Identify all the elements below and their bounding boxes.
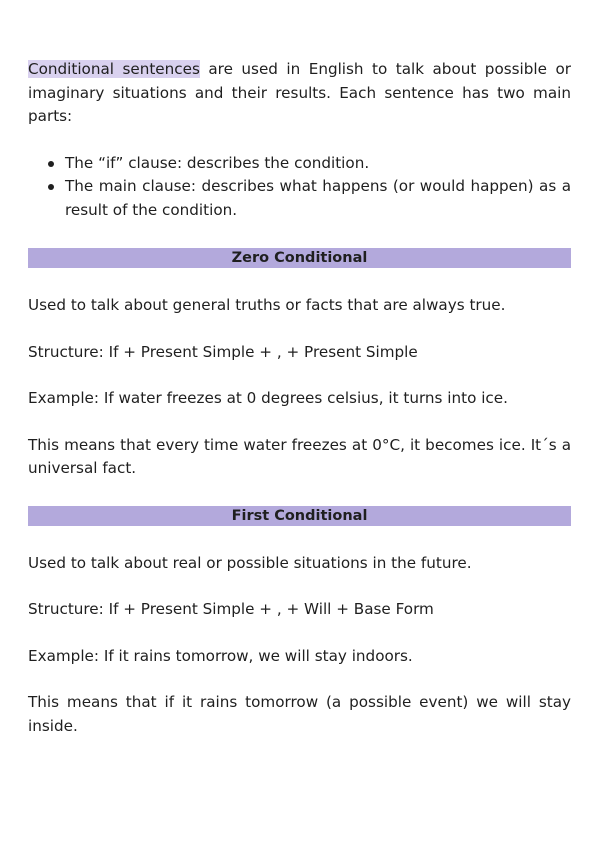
definition-paragraph: Used to talk about real or possible situations in the future. [28,553,472,572]
structure-paragraph: Structure: If + Present Simple + , + Present Simple [28,342,418,361]
clause-list [28,152,571,223]
explanation-paragraph: This means that every time water freezes at 0°C, it becomes ice. It´s a universal fact. [28,435,571,477]
list-item [28,175,571,222]
section-heading-zero-conditional: Zero Conditional [28,248,571,268]
list-item-text: The main clause: describes what happens (or would happen) as a result of the condition. [65,177,571,219]
intro-text: are used in English to talk about possible or imaginary situations and their results. Each sentence has two main parts: [28,60,571,125]
example-paragraph: Example: If it rains tomorrow, we will stay indoors. [28,646,413,665]
example-paragraph: Example: If water freezes at 0 degrees celsius, it turns into ice. [28,389,508,407]
list-item [28,152,571,176]
section-heading-first-conditional: First Conditional [28,506,571,526]
intro-paragraph [28,58,571,129]
structure-paragraph: Structure: If + Present Simple + , + Will + Base Form [28,600,434,618]
document-page [28,58,571,738]
highlighted-term: Conditional sentences [28,60,200,78]
bullet-icon [48,184,54,190]
explanation-paragraph: This means that if it rains tomorrow (a possible event) we will stay inside. [28,693,571,735]
bullet-icon [48,161,54,167]
definition-paragraph: Used to talk about general truths or facts that are always true. [28,296,506,314]
list-item-text: The “if” clause: describes the condition. [65,153,370,172]
